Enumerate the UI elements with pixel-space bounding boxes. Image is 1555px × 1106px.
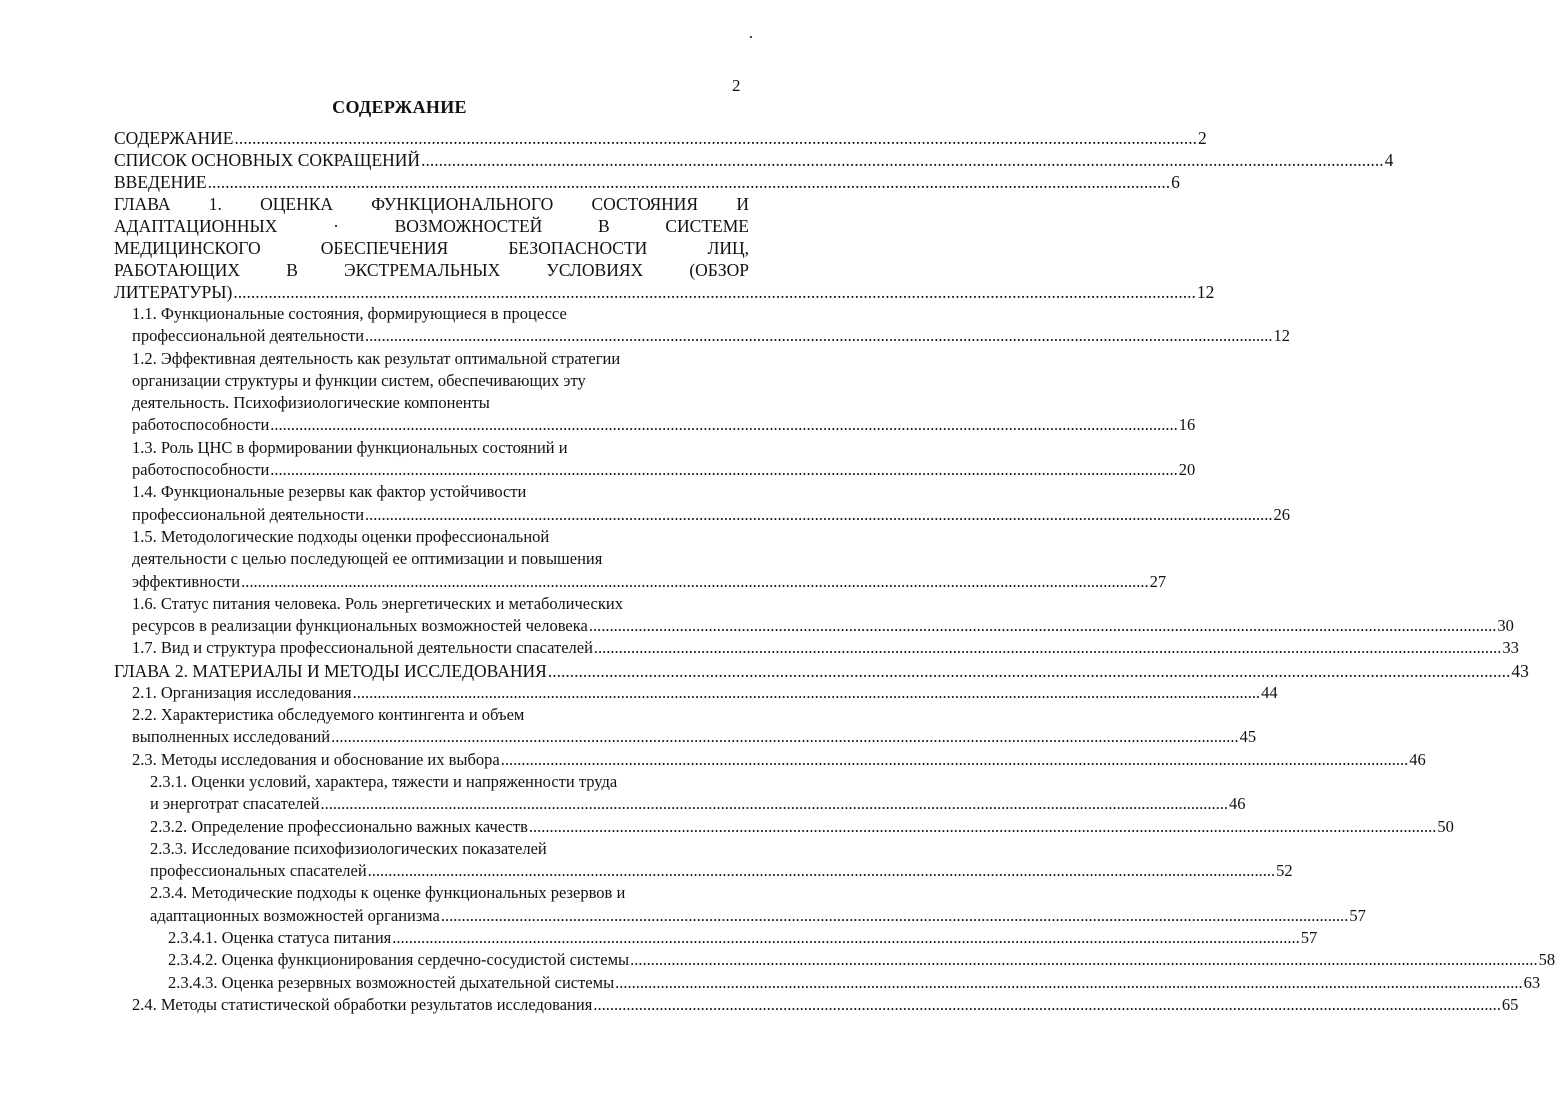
dot-leader: ............................................................................................................................................................................................................................: [392, 928, 1300, 948]
dot-leader: ............................................................................................................................................................................................................................: [588, 616, 1497, 636]
toc-entry-line: 1.5. Методологические подходы оценки профессиональной: [132, 526, 550, 546]
toc-entry-title: профессиональных спасателей: [150, 861, 367, 881]
dot-leader: ............................................................................................................................................................................................................................: [593, 638, 1502, 658]
toc-entry-title: эффективности: [132, 571, 241, 591]
toc-entry-page: 45: [1239, 727, 1257, 747]
dot-leader: ............................................................................................................................................................................................................................: [234, 128, 1197, 148]
toc-entry-line: ГЛАВА 1. ОЦЕНКА ФУНКЦИОНАЛЬНОГО СОСТОЯНИЯ И: [114, 194, 749, 214]
toc-entry[interactable]: [132, 994, 1519, 1016]
dot-leader: ............................................................................................................................................................................................................................: [320, 794, 1229, 814]
toc-entry[interactable]: [114, 838, 1293, 883]
toc-entry[interactable]: [168, 949, 1555, 971]
toc-entry-line: АДАПТАЦИОННЫХ · ВОЗМОЖНОСТЕЙ В СИСТЕМЕ: [114, 216, 749, 236]
dot-leader: ............................................................................................................................................................................................................................: [547, 660, 1511, 681]
toc-entry-title: ГЛАВА 2. МАТЕРИАЛЫ И МЕТОДЫ ИССЛЕДОВАНИЯ: [114, 660, 547, 681]
toc-entry[interactable]: [132, 682, 1278, 704]
toc-entry-line: 1.4. Функциональные резервы как фактор устойчивости: [132, 482, 527, 502]
toc-entry-title: 2.3.4.2. Оценка функционирования сердечно-сосудистой системы: [168, 950, 630, 970]
dot-leader: ............................................................................................................................................................................................................................: [233, 282, 1196, 302]
toc-entry-page: 46: [1229, 794, 1246, 814]
toc-entry[interactable]: [114, 149, 1394, 171]
dot-leader: ............................................................................................................................................................................................................................: [528, 816, 1437, 836]
dot-leader: ............................................................................................................................................................................................................................: [270, 460, 1178, 480]
toc-entry[interactable]: [168, 927, 1318, 949]
toc-entry-line: 2.3.3. Исследование психофизиологических показателей: [150, 838, 547, 858]
toc-entry-line: 2.2. Характеристика обследуемого контингента и объем: [132, 705, 525, 725]
toc-entry-title: 2.4. Методы статистической обработки результатов исследования: [132, 994, 593, 1014]
toc-entry-title: ВВЕДЕНИЕ: [114, 172, 207, 192]
dot-leader: ............................................................................................................................................................................................................................: [630, 950, 1538, 970]
toc-entry[interactable]: [114, 882, 1366, 927]
toc-entry-line: деятельность. Психофизиологические компоненты: [132, 393, 490, 413]
toc-entry-title: 2.3.2. Определение профессионально важных качеств: [150, 816, 528, 836]
toc-entry-line: 1.3. Роль ЦНС в формировании функциональных состояний и: [132, 437, 568, 457]
toc-entry[interactable]: [132, 637, 1519, 659]
toc-entry[interactable]: [114, 704, 1257, 749]
toc-entry[interactable]: [114, 303, 1291, 348]
toc-entry-page: 30: [1497, 616, 1514, 636]
toc-entry-line: 1.2. Эффективная деятельность как результат оптимальной стратегии: [132, 348, 621, 368]
toc-entry[interactable]: [114, 660, 1529, 682]
toc-entry-page: 58: [1538, 950, 1555, 970]
dot-leader: ............................................................................................................................................................................................................................: [421, 150, 1384, 170]
toc-entry-page: 2: [1197, 128, 1207, 148]
toc-entry-page: 65: [1501, 994, 1519, 1014]
toc-entry-title: 1.7. Вид и структура профессиональной деятельности спасателей: [132, 638, 593, 658]
dot-leader: ............................................................................................................................................................................................................................: [367, 861, 1276, 881]
toc-entry-page: 27: [1149, 571, 1167, 591]
toc-entry-line: МЕДИЦИНСКОГО ОБЕСПЕЧЕНИЯ БЕЗОПАСНОСТИ ЛИЦ,: [114, 238, 749, 258]
toc-entry[interactable]: [114, 437, 1196, 482]
toc-entry-title: СОДЕРЖАНИЕ: [114, 128, 234, 148]
dot-leader: ............................................................................................................................................................................................................................: [241, 571, 1149, 591]
table-of-contents: [114, 127, 1555, 1016]
toc-entry-page: 16: [1178, 415, 1196, 435]
toc-entry[interactable]: [114, 171, 1180, 193]
dot-leader: ............................................................................................................................................................................................................................: [365, 504, 1273, 524]
dot-leader: ............................................................................................................................................................................................................................: [270, 415, 1178, 435]
toc-entry-page: 57: [1300, 928, 1318, 948]
dot-leader: ............................................................................................................................................................................................................................: [365, 326, 1273, 346]
toc-entry-page: 63: [1523, 972, 1541, 992]
toc-entry-page: 4: [1384, 150, 1394, 170]
toc-entry-page: 43: [1511, 660, 1529, 681]
toc-entry-line: организации структуры и функции систем, обеспечивающих эту: [132, 370, 586, 390]
toc-entry-line: деятельности с целью последующей ее оптимизации и повышения: [132, 549, 603, 569]
page-title: СОДЕРЖАНИЕ: [332, 97, 467, 117]
toc-entry-page: 33: [1502, 638, 1519, 658]
toc-entry-title: ресурсов в реализации функциональных возможностей человека: [132, 616, 588, 636]
toc-entry-title: и энерготрат спасателей: [150, 794, 320, 814]
toc-entry[interactable]: [114, 593, 1514, 638]
dot-leader: ............................................................................................................................................................................................................................: [331, 727, 1239, 747]
scan-speck: [750, 36, 752, 38]
toc-entry-title: работоспособности: [132, 460, 270, 480]
dot-leader: ............................................................................................................................................................................................................................: [593, 994, 1501, 1014]
toc-entry-page: 52: [1276, 861, 1293, 881]
dot-leader: ............................................................................................................................................................................................................................: [207, 172, 1171, 192]
toc-entry-page: 44: [1261, 682, 1278, 702]
toc-entry-title: СПИСОК ОСНОВНЫХ СОКРАЩЕНИЙ: [114, 150, 421, 170]
toc-entry-title: работоспособности: [132, 415, 270, 435]
toc-entry[interactable]: [114, 526, 1167, 593]
toc-entry-line: 2.3.4. Методические подходы к оценке функциональных резервов и: [150, 883, 626, 903]
toc-entry[interactable]: [168, 972, 1541, 994]
toc-entry-title: профессиональной деятельности: [132, 504, 365, 524]
toc-entry[interactable]: [114, 127, 1207, 149]
toc-entry-page: 20: [1178, 460, 1196, 480]
dot-leader: ............................................................................................................................................................................................................................: [615, 972, 1523, 992]
dot-leader: ............................................................................................................................................................................................................................: [352, 682, 1261, 702]
toc-entry-title: ЛИТЕРАТУРЫ): [114, 282, 233, 302]
toc-entry-page: 26: [1273, 504, 1291, 524]
page-number: 2: [732, 76, 741, 95]
toc-entry-line: РАБОТАЮЩИХ В ЭКСТРЕМАЛЬНЫХ УСЛОВИЯХ (ОБЗОР: [114, 260, 749, 280]
toc-entry-title: 2.1. Организация исследования: [132, 682, 352, 702]
toc-entry-page: 12: [1273, 326, 1291, 346]
dot-leader: ............................................................................................................................................................................................................................: [440, 905, 1349, 925]
toc-entry-page: 6: [1171, 172, 1180, 192]
toc-entry[interactable]: [132, 749, 1426, 771]
toc-entry-page: 12: [1196, 282, 1215, 302]
toc-entry-title: адаптационных возможностей организма: [150, 905, 440, 925]
toc-entry-title: 2.3.4.3. Оценка резервных возможностей дыхательной системы: [168, 972, 615, 992]
toc-entry[interactable]: [114, 481, 1291, 526]
dot-leader: ............................................................................................................................................................................................................................: [500, 749, 1409, 769]
toc-entry-title: 2.3. Методы исследования и обоснование их выбора: [132, 749, 500, 769]
toc-entry-title: выполненных исследований: [132, 727, 331, 747]
toc-entry[interactable]: [150, 816, 1454, 838]
toc-entry-title: профессиональной деятельности: [132, 326, 365, 346]
toc-entry-line: 1.1. Функциональные состояния, формирующиеся в процессе: [132, 304, 567, 323]
toc-entry[interactable]: [114, 193, 1215, 303]
toc-entry[interactable]: [114, 771, 1246, 816]
toc-entry-line: 2.3.1. Оценки условий, характера, тяжести и напряженности труда: [150, 771, 618, 791]
toc-entry-page: 57: [1349, 905, 1366, 925]
toc-entry-page: 50: [1437, 816, 1454, 836]
toc-entry-line: 1.6. Статус питания человека. Роль энергетических и метаболических: [132, 593, 623, 613]
toc-entry[interactable]: [114, 348, 1196, 437]
toc-entry-page: 46: [1409, 749, 1426, 769]
toc-entry-title: 2.3.4.1. Оценка статуса питания: [168, 928, 392, 948]
